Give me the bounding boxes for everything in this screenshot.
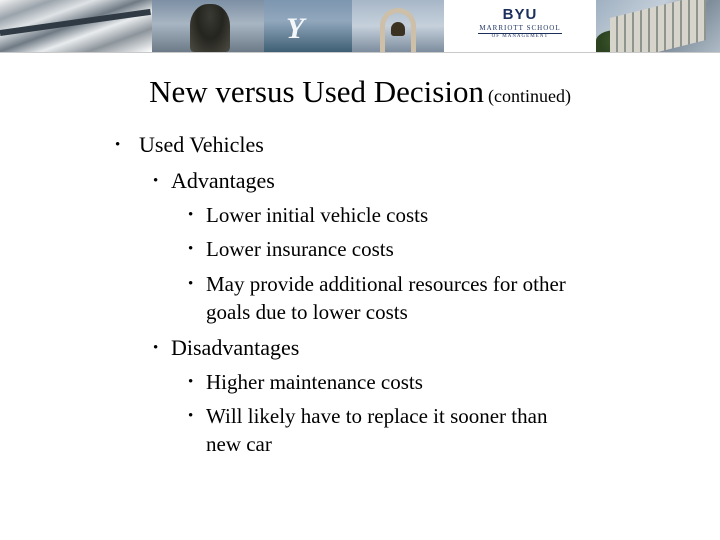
bullet-dot: • — [188, 374, 194, 390]
bullet-dot: • — [188, 207, 194, 223]
logo-school-text: MARRIOTT SCHOOL — [479, 24, 561, 32]
bullet-dot: • — [188, 241, 194, 257]
bullet-text: Lower insurance costs — [206, 237, 394, 261]
bullet-advantage-item — [188, 203, 429, 228]
bullet-disadvantages — [153, 335, 300, 361]
bullet-text: goals due to lower costs — [206, 300, 408, 324]
logo-subtitle-text: OF MANAGEMENT — [491, 34, 549, 39]
banner-photo-bell-tower — [352, 0, 444, 52]
bullet-text: Used Vehicles — [139, 132, 264, 157]
bullet-text: May provide additional resources for other — [206, 272, 566, 296]
bullet-continuation — [206, 300, 408, 325]
bullet-dot: • — [188, 408, 194, 424]
bullet-continuation — [206, 432, 272, 457]
logo-byu-text: BYU — [502, 6, 538, 23]
banner-divider — [0, 52, 720, 53]
bullet-text: Will likely have to replace it sooner than — [206, 404, 548, 428]
bullet-dot: • — [188, 276, 194, 292]
bullet-advantage-item — [188, 237, 394, 262]
banner-photo-statue — [152, 0, 264, 52]
bullet-disadvantage-item — [188, 370, 423, 395]
banner-photo-y-mountain: Y — [264, 0, 352, 52]
bullet-text: Disadvantages — [171, 335, 300, 360]
bullet-dot: • — [153, 340, 159, 356]
bullet-dot: • — [153, 173, 159, 189]
bullet-text: Higher maintenance costs — [206, 370, 423, 394]
title-suffix: (continued) — [487, 86, 571, 106]
bullet-advantages — [153, 168, 275, 194]
bullet-disadvantage-item — [188, 404, 548, 429]
bullet-advantage-item — [188, 272, 566, 297]
bullet-text: Advantages — [171, 168, 275, 193]
slide-title — [0, 72, 720, 118]
bullet-text: Lower initial vehicle costs — [206, 203, 429, 227]
title-main: New versus Used Decision — [149, 74, 484, 109]
byu-marriott-logo — [444, 0, 596, 52]
bullet-text: new car — [206, 432, 272, 456]
banner-photo-architecture — [0, 0, 152, 52]
bullet-used-vehicles — [115, 132, 264, 158]
banner-photo-building — [596, 0, 720, 52]
bullet-dot: • — [115, 137, 121, 153]
header-banner — [0, 0, 720, 52]
